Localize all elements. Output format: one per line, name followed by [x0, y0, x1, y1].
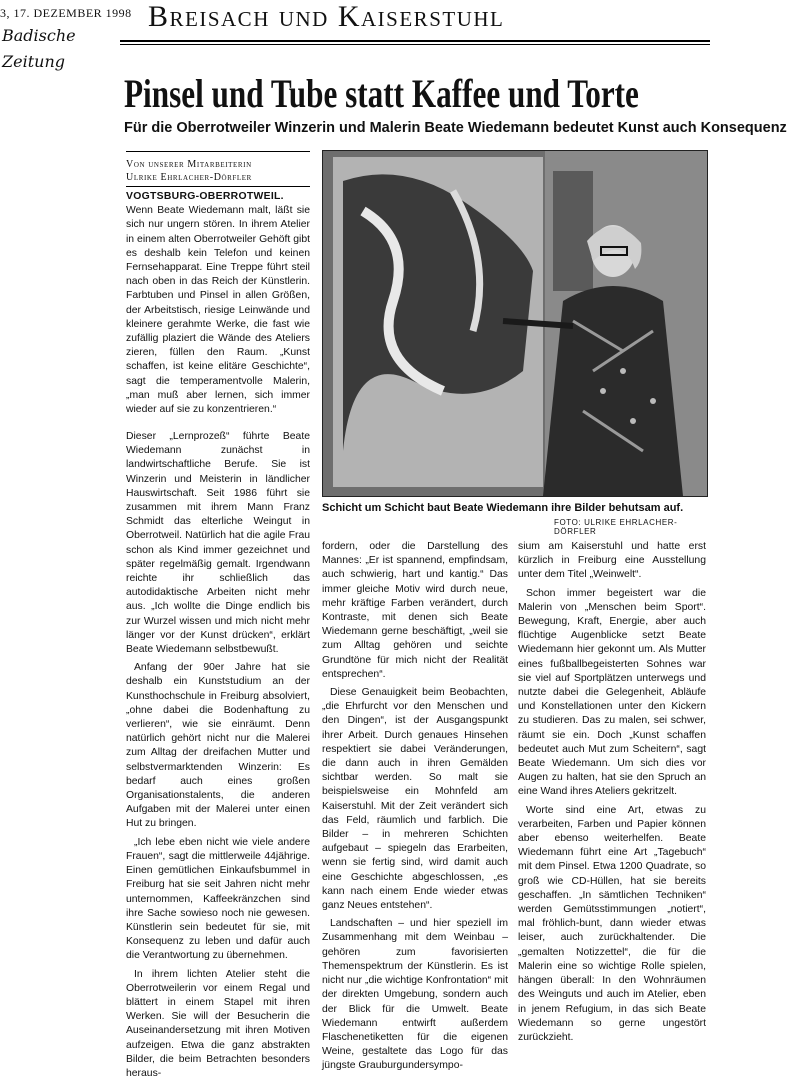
byline-rule-bottom — [126, 186, 310, 187]
paragraph: In ihrem lichten Atelier steht die Oberrotweilerin vor einem Regal und blättert in einem Stapel mit ihren Werken. Sie will der Besucherin die Auseinandersetzung mit ihren Motiven aufzeigen. Etwa die ganz abstrakten Bilder, die beim Betrachten besonders heraus- — [126, 968, 310, 1079]
section-rule-thin — [120, 44, 710, 45]
byline-line-1: Von unserer Mitarbeiterin — [126, 159, 252, 170]
paragraph: „Ich lebe eben nicht wie viele andere Frauen“, sagt die mittlerweile 44jährige. Einen gemütlichen Einkaufsbummel in Freiburg hat sie seit Jahren nicht mehr unternommen, Kaffeekränzchen sind ihre Sache sowieso noch nie gewesen. Künstlerin sein bedeutet für sie, mit Konsequenz zu leben und dafür auch die Verantwortung zu übernehmen. — [126, 836, 310, 962]
column-2 — [322, 540, 508, 1078]
section-title: Breisach und Kaiserstuhl — [148, 0, 505, 33]
paragraph: fordern, oder die Darstellung des Mannes: „Er ist spannend, empfindsam, auch schwierig, hart und kantig.“ Das immer gleiche Motiv wird durch neue, mehr kräftige Farben verändert, durch Kontraste, mit denen sich Beate Wiedemann gerne beschäftigt, „weil sie zum Alltag gehören und seichte Grundtöne für mich nicht der Realität entsprechen“. — [322, 541, 508, 680]
paragraph: Diese Genauigkeit beim Beobachten, „die Ehrfurcht vor den Menschen und den Dingen“, ist der Ausgangspunkt ihrer Arbeit. Durch genaues Hinsehen respektiert sie dabei Veränderungen, die dann auch in ihren Gemälden sichtbar werden. So malt sie beispielsweise ein Mohnfeld am Kaiserstuhl. Mit der Zeit verändert sich das Feld, räumlich und farblich. Die Bilder – in mehreren Schichten aufgebaut – spiegeln das Erarbeiten, wenn sie fertig sind, wird damit auch eine Geschichte abgeschlossen, „es kann nach einem Ende wieder etwas ganz Neues entstehen“. — [322, 687, 508, 912]
column-1-lower — [126, 430, 310, 1085]
paragraph: sium am Kaiserstuhl und hatte erst kürzlich in Freiburg eine Ausstellung unter dem Titel „Weinwelt“. — [518, 541, 706, 581]
lead-text: Wenn Beate Wiedemann malt, läßt sie sich nur ungern stören. In ihrem Atelier in einem alten Oberrotweiler Gehöft gibt es deshalb kein Telefon und keinen Fernsehapparat. Eine Treppe führt steil nach oben in das Reich der Künstlerin. Farbtuben und Pinsel in allen Größen, der Arbeitstisch, riesige Leinwände und kleinere gerahmte Werke, die fast wie zufällig plaziert die Wände des Ateliers zieren, füllen den Raum. „Kunst schaffen, ist keine elitäre Geschichte“, sagt die temperamentvolle Malerin, „man muß aber lernen, sich immer wieder auf sie zu konzentrieren.“ — [126, 205, 310, 416]
issue-date: 3, 17. DEZEMBER 1998 — [0, 6, 132, 20]
handwritten-note-publication: Badische — [2, 26, 76, 45]
byline — [126, 158, 306, 184]
handwritten-note-zeitung: Zeitung — [2, 52, 65, 71]
article-photo — [322, 150, 708, 497]
photo-caption: Schicht um Schicht baut Beate Wiedemann ihre Bilder behutsam auf. — [322, 502, 684, 514]
paragraph: Dieser „Lernprozeß“ führte Beate Wiedemann zunächst in landwirtschaftliche Berufe. Sie ist Winzerin und Meisterin in ländlicher Hauswirtschaft. Seit 1986 führt sie zusammen mit ihrem Mann Franz Schmidt das elterliche Weingut in Oberrotweil. Natürlich hat die agile Frau schon als Kind immer gezeichnet und später regelmäßig gemalt. Irgendwann reichte ihr schließlich das autodidaktische Arbeiten nicht mehr aus. „Ich wollte die Dinge endlich bis zur Wurzel wissen und mich nicht mehr länger vor der Kunst drücken“, erklärt Beate Wiedemann selbstbewußt. — [126, 431, 310, 656]
column-3 — [518, 540, 706, 1049]
paragraph: Schon immer begeistert war die Malerin von „Menschen beim Sport“. Bewegung, Kraft, Energie, aber auch flüchtige Augenblicke setzt Beate Wiedemann hier gekonnt um. Als Mutter eines fußballbegeisterten Sohnes war sie viel auf Sportplätzen unterwegs und nutzte dabei die Gelegenheit, Abläufe und Konstellationen unter den Kickern zu studieren. Das zu malen, sei schwer, räumt sie ein. Doch „Kunst schaffen bedeutet auch Mut zum Scheitern“, sagt Beate Wiedemann. Um sich dies vor Augen zu halten, hat sie den Spruch an eine Wand ihres Ateliers gekritzelt. — [518, 587, 706, 798]
photo-painter-at-canvas — [323, 151, 707, 496]
dateline: VOGTSBURG-OBERROTWEIL. — [126, 191, 284, 202]
byline-author: Ulrike Ehrlacher-Dörfler — [126, 172, 252, 183]
byline-rule-top — [126, 151, 310, 152]
section-rule — [120, 40, 710, 42]
headline: Pinsel und Tube statt Kaffee und Torte — [124, 71, 639, 116]
subheadline: Für die Oberrotweiler Winzerin und Malerin Beate Wiedemann bedeutet Kunst auch Konsequenz — [124, 120, 787, 136]
paragraph: Worte sind eine Art, etwas zu verarbeiten, Farben und Papier können aber ebenso weiterhelfen. Beate Wiedemann führt eine Art „Tagebuch“ mit dem Pinsel. Etwa 1200 Quadrate, so groß wie CD-Hüllen, hat sie bereits geschaffen. „In sämtlichen Techniken“ werden Gemütsstimmungen „notiert“, mal fröhlich-bunt, dann wieder etwas leiser, auch zurückhaltender. Die „gemalten Notizzettel“, die für die Malerin eine so wichtige Rolle spielen, hängen überall: In den Wohnräumen des Weinguts und auch im Atelier, eben in jenem Refugium, in das sich Beate Wiedemann so gerne ungestört zurückzieht. — [518, 804, 706, 1043]
paragraph: Anfang der 90er Jahre hat sie deshalb ein Kunststudium an der Kunsthochschule in Freiburg absolviert, „ohne dabei die Bodenhaftung zu verlieren“, wie sie einräumt. Denn natürlich gehört nicht nur die Malerei zum Alltag der dreifachen Mutter und selbstvermarktenden Winzerin: Es bedarf auch eines großen Organisationstalents, die anderen Aufgaben mit der Malerei unter einen Hut zu bringen. — [126, 662, 310, 830]
photo-credit: FOTO: ULRIKE EHRLACHER-DÖRFLER — [554, 518, 678, 536]
column-1-upper — [126, 190, 310, 421]
paragraph: Landschaften – und hier speziell im Zusammenhang mit dem Weinbau – gehören zum favorisierten Themenspektrum der Künstlerin. Es ist nicht nur „die wichtige Konfrontation“ mit der direkten Umgebung, sondern auch der Blick für die Umwelt. Beate Wiedemann entwirft außerdem Flaschenetiketten für die eigenen Weine, gestaltete das Logo für das jüngste Grauburgundersympo- — [322, 918, 508, 1072]
lead-paragraph — [126, 190, 310, 417]
